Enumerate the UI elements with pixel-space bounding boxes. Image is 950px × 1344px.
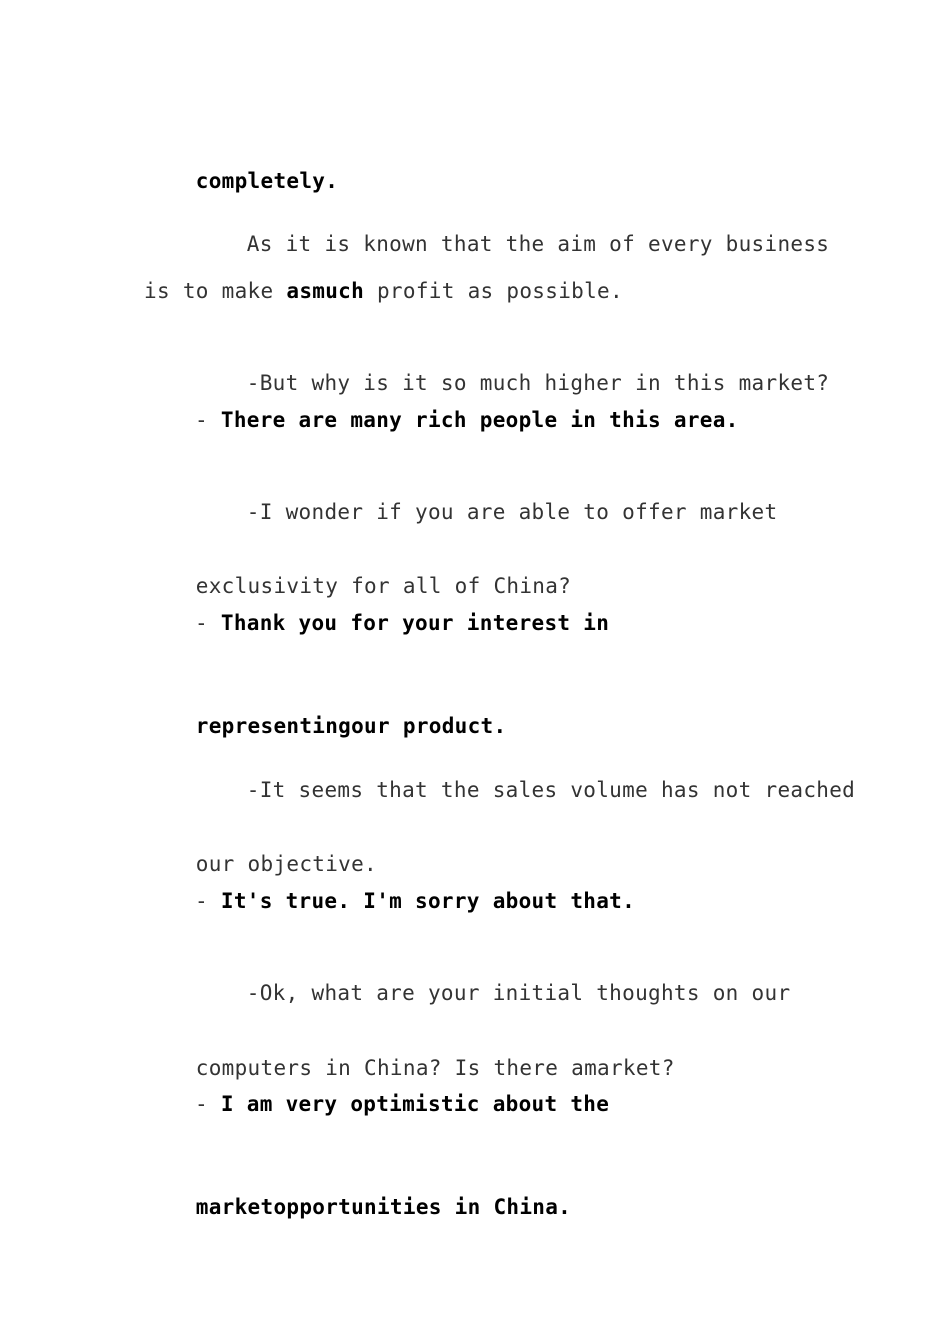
text-segment: - — [195, 1092, 221, 1116]
text-segment: -Ok, what are your initial thoughts on our — [246, 981, 791, 1005]
text-segment: -I wonder if you are able to offer market — [246, 500, 778, 524]
text-segment: It's true. I'm sorry about that. — [220, 889, 636, 913]
text-segment: - — [195, 611, 221, 635]
text-segment: As it is known that the aim of every business — [246, 232, 830, 256]
text-line — [144, 1165, 571, 1249]
text-segment: representingour product. — [195, 714, 507, 738]
text-line — [195, 1090, 609, 1118]
text-segment: our objective. — [195, 852, 377, 876]
text-segment: asmuch — [286, 279, 365, 303]
text-segment: -It seems that the sales volume has not reached — [246, 778, 856, 802]
text-line — [144, 277, 623, 305]
text-segment: I am very optimistic about the — [220, 1092, 610, 1116]
text-segment: -But why is it so much higher in this market? — [246, 371, 830, 395]
text-line — [195, 748, 855, 832]
text-segment: Thank you for your interest in — [220, 611, 610, 635]
text-segment: profit as possible. — [364, 279, 623, 303]
text-segment: exclusivity for all of China? — [195, 574, 572, 598]
text-segment: marketopportunities in China. — [195, 1195, 572, 1219]
text-segment: There are many rich people in this area. — [220, 408, 739, 432]
text-segment: is to make — [144, 279, 287, 303]
text-segment: - — [195, 408, 221, 432]
text-line — [195, 470, 777, 554]
text-line — [195, 951, 790, 1035]
text-segment: computers in China? Is there amarket? — [195, 1056, 675, 1080]
text-line — [195, 406, 739, 434]
text-line — [195, 609, 609, 637]
text-line — [195, 202, 829, 286]
text-line — [195, 887, 635, 915]
text-segment: completely. — [195, 169, 339, 193]
text-segment: - — [195, 889, 221, 913]
